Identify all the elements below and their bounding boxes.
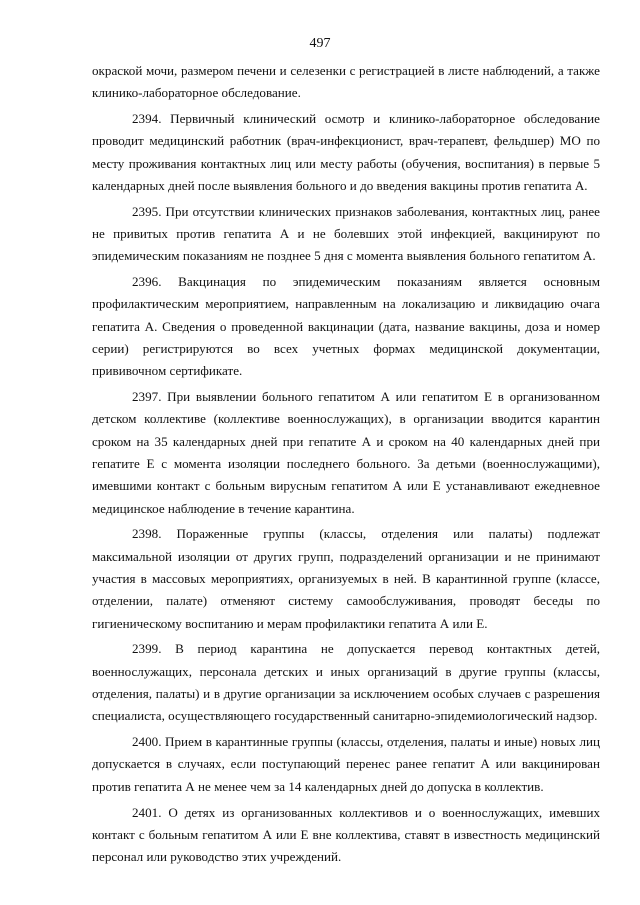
paragraph-continuation: окраской мочи, размером печени и селезенки с регистрацией в листе наблюдений, а также клинико-лабораторное обследование. [92, 63, 600, 101]
paragraph-2397: 2397. При выявлении больного гепатитом А или гепатитом Е в организованном детском коллективе (коллективе военнослужащих), в организации вводится карантин сроком на 35 календарных дней при гепатите А и сроком на 40 календарных дней при гепатите Е с момента изоляции последнего больного. За детьми (военнослужащими), имевшими контакт с больным вирусным гепатитом А или Е устанавливают ежедневное медицинское наблюдение в течение карантина. [92, 389, 600, 516]
paragraph-2396: 2396. Вакцинация по эпидемическим показаниям является основным профилактическим мероприятием, направленным на локализацию и ликвидацию очага гепатита А. Сведения о проведенной вакцинации (дата, название вакцины, доза и номер серии) регистрируются во всех учетных формах медицинской документации, прививочном сертификате. [92, 274, 600, 379]
body-text [92, 60, 600, 868]
paragraph-2401: 2401. О детях из организованных коллективов и о военнослужащих, имевших контакт с больным гепатитом А или Е вне коллектива, ставят в известность медицинский персонал или руководство этих учреждений. [92, 804, 600, 865]
paragraph-2400: 2400. Прием в карантинные группы (классы, отделения, палаты и иные) новых лиц допускается в случаях, если поступающий перенес ранее гепатит А или вакцинирован против гепатита А не менее чем за 14 календарных дней до допуска в коллектив. [92, 734, 600, 794]
page-number: 497 [309, 36, 331, 51]
paragraph-2399: 2399. В период карантина не допускается перевод контактных детей, военнослужащих, персонала детских и иных организаций в другие группы (классы, отделения, палаты) и в другие организации за исключением особых случаев с разрешения специалиста, осуществляющего государственный санитарно-эпидемиологический надзор. [92, 641, 600, 724]
paragraph-2394: 2394. Первичный клинический осмотр и клинико-лабораторное обследование проводит медицинский работник (врач-инфекционист, врач-терапевт, фельдшер) МО по месту проживания контактных лиц или месту работы (обучения, воспитания) в первые 5 календарных дней после выявления больного и до введения вакцины против гепатита А. [92, 111, 600, 193]
paragraph-2395: 2395. При отсутствии клинических признаков заболевания, контактных лиц, ранее не привитых против гепатита А и не болевших этой инфекцией, вакцинируют по эпидемическим показаниям не позднее 5 дня с момента выявления больного гепатитом А. [92, 203, 600, 264]
paragraph-2398: 2398. Пораженные группы (классы, отделения или палаты) подлежат максимальной изоляции от других групп, подразделений организации и не принимают участия в массовых мероприятиях, организуемых в ней. В карантинной группе (классе, отделении, палате) отменяют систему самообслуживания, проводят беседы по гигиеническому воспитанию и мерам профилактики гепатита А или Е. [92, 526, 600, 631]
